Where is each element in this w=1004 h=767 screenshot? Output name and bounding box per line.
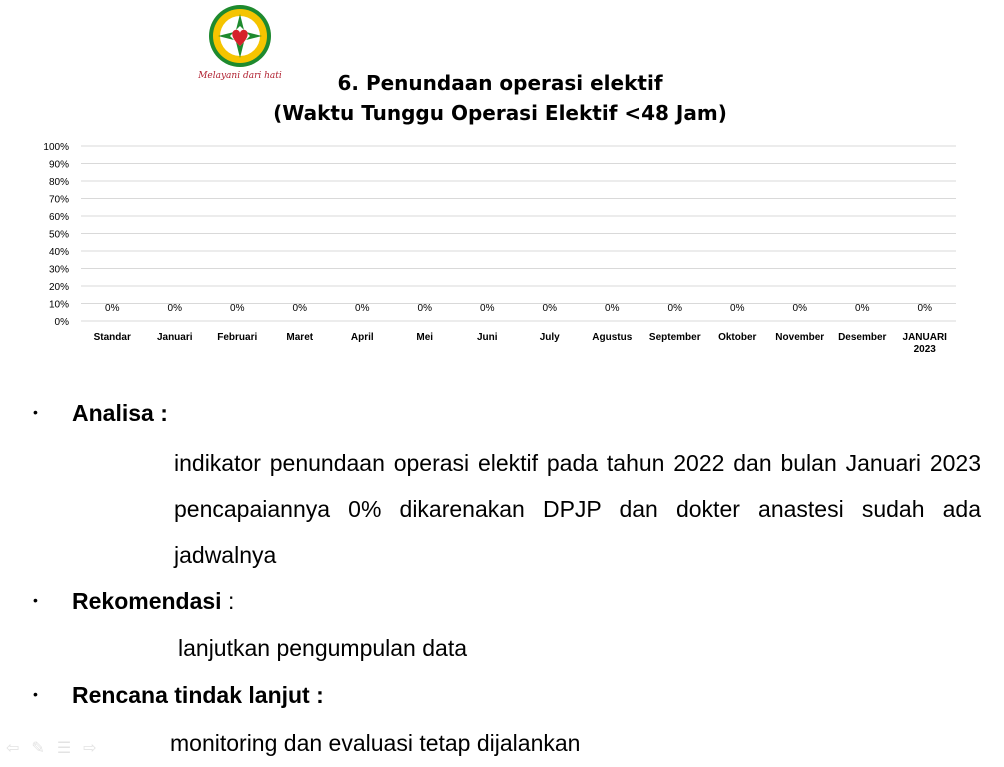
arrow-left-icon[interactable]: ⇦ [6, 740, 20, 757]
y-tick-label: 40% [48, 247, 69, 258]
menu-icon[interactable]: ☰ [56, 740, 72, 757]
y-tick-label: 90% [48, 159, 69, 171]
y-tick-label: 30% [48, 264, 69, 276]
chart-title [250, 68, 750, 128]
y-tick-label: 100% [43, 142, 69, 153]
analysis-heading: Analisa : [72, 400, 168, 426]
x-tick-label: Standar [93, 332, 131, 343]
data-label: 0% [292, 303, 307, 314]
data-label: 0% [542, 303, 557, 314]
y-tick-label: 20% [48, 282, 69, 293]
data-label: 0% [105, 303, 120, 314]
followup-heading: Rencana tindak lanjut : [72, 682, 324, 708]
slide-nav [6, 738, 97, 758]
recommendation-colon: : [221, 588, 235, 614]
bullet-recommendation: • [33, 592, 38, 608]
x-tick-label: November [775, 332, 825, 343]
data-label: 0% [855, 303, 870, 314]
data-label: 0% [417, 303, 432, 314]
pen-icon[interactable]: ✎ [31, 740, 45, 757]
bullet-analysis: • [33, 404, 38, 420]
x-tick-label: JANUARI [902, 332, 947, 343]
chart-title-line1: 6. Penundaan operasi elektif [337, 71, 663, 95]
x-tick-label: July [539, 332, 560, 343]
x-tick-label: Maret [286, 332, 314, 343]
y-tick-label: 10% [48, 299, 69, 311]
x-tick-label: Mei [416, 332, 434, 343]
data-label: 0% [167, 303, 182, 314]
data-label: 0% [792, 303, 807, 314]
x-tick-label: Januari [156, 332, 193, 343]
data-label: 0% [230, 303, 245, 314]
x-tick-label: April [350, 332, 374, 343]
x-tick-label: Desember [838, 332, 887, 343]
y-tick-label: 50% [48, 229, 69, 241]
x-tick-label: Februari [217, 332, 258, 343]
bar-chart [0, 138, 1004, 368]
arrow-right-icon[interactable]: ⇨ [83, 740, 97, 757]
analysis-text: indikator penundaan operasi elektif pada tahun 2022 dan bulan Januari 2023 pencapaiannya 0% dikarenakan DPJP dan dokter anastesi sudah ada jadwalnya [174, 450, 981, 568]
followup-text: monitoring dan evaluasi tetap dijalankan [170, 730, 581, 756]
recommendation-text: lanjutkan pengumpulan data [178, 635, 468, 661]
x-tick-label: Juni [476, 332, 498, 343]
logo-motto: Melayani dari hati [198, 71, 282, 81]
bullet-followup: • [33, 686, 38, 702]
x-tick-label: Oktober [718, 332, 757, 343]
x-tick-label: 2023 [913, 344, 936, 355]
recommendation-heading: Rekomendasi [72, 588, 222, 614]
y-tick-label: 80% [48, 177, 69, 188]
data-label: 0% [355, 303, 370, 314]
chart-title-line2: (Waktu Tunggu Operasi Elektif <48 Jam) [273, 101, 727, 125]
recommendation-heading-line [72, 588, 234, 614]
data-label: 0% [730, 303, 745, 314]
x-tick-label: September [648, 332, 701, 343]
data-label: 0% [480, 303, 495, 314]
y-tick-label: 70% [48, 194, 69, 206]
x-tick-label: Agustus [592, 332, 633, 343]
data-label: 0% [667, 303, 682, 314]
y-tick-label: 60% [48, 212, 69, 223]
data-label: 0% [605, 303, 620, 314]
y-tick-label: 0% [54, 317, 69, 328]
data-label: 0% [917, 303, 932, 314]
